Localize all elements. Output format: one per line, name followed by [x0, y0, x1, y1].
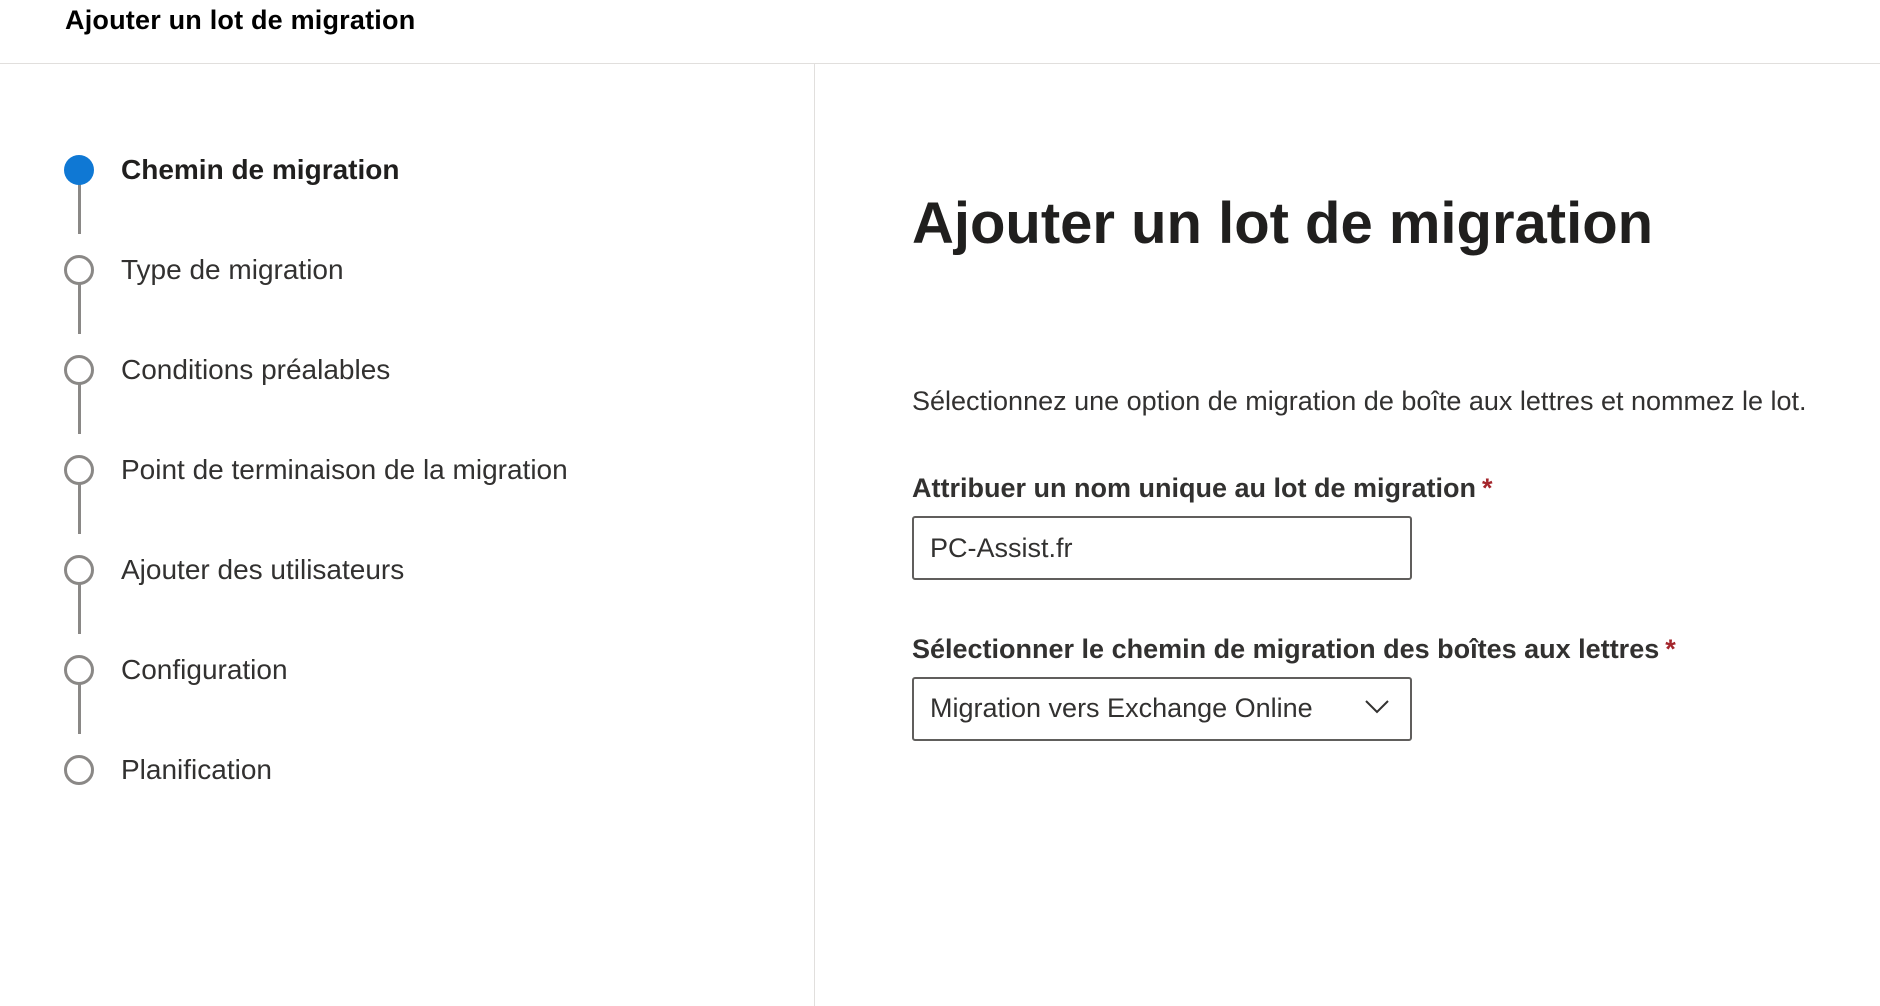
- step-pending-icon: [64, 755, 94, 785]
- panel-header: [0, 0, 1880, 64]
- batch-name-label: [912, 473, 1493, 504]
- required-marker: *: [1665, 634, 1676, 664]
- migration-path-dropdown[interactable]: [912, 677, 1412, 741]
- migration-path-label-text: Sélectionner le chemin de migration des boîtes aux lettres: [912, 634, 1660, 664]
- step-label: Ajouter des utilisateurs: [121, 554, 405, 585]
- step-planification[interactable]: [63, 752, 763, 788]
- step-current-icon: [64, 155, 94, 185]
- step-chemin-de-migration[interactable]: [63, 152, 763, 188]
- step-pending-icon: [64, 455, 94, 485]
- batch-name-input[interactable]: [912, 516, 1412, 580]
- page-title: Ajouter un lot de migration: [912, 191, 1654, 256]
- step-type-de-migration[interactable]: [63, 252, 763, 288]
- step-label: Type de migration: [121, 254, 344, 285]
- page-description: Sélectionnez une option de migration de boîte aux lettres et nommez le lot.: [912, 386, 1807, 416]
- step-label: Conditions préalables: [121, 354, 391, 385]
- step-configuration[interactable]: [63, 652, 763, 688]
- wizard-steps-sidebar: [0, 64, 815, 1006]
- batch-name-label-text: Attribuer un nom unique au lot de migration: [912, 473, 1476, 503]
- step-pending-icon: [64, 655, 94, 685]
- step-pending-icon: [64, 355, 94, 385]
- step-label: Point de terminaison de la migration: [121, 454, 568, 485]
- panel-header-title: Ajouter un lot de migration: [65, 5, 416, 35]
- chevron-down-icon: [1364, 699, 1390, 715]
- required-marker: *: [1481, 473, 1493, 503]
- step-label: Configuration: [121, 654, 288, 685]
- step-label: Chemin de migration: [121, 154, 400, 185]
- step-label: Planification: [121, 754, 272, 785]
- main-content: [815, 64, 1880, 1006]
- migration-path-selected-value: Migration vers Exchange Online: [930, 693, 1313, 723]
- step-ajouter-des-utilisateurs[interactable]: [63, 552, 763, 588]
- step-point-de-terminaison[interactable]: [63, 452, 763, 488]
- step-pending-icon: [64, 255, 94, 285]
- step-conditions-prealables[interactable]: [63, 352, 763, 388]
- migration-path-label: [912, 634, 1676, 665]
- step-pending-icon: [64, 555, 94, 585]
